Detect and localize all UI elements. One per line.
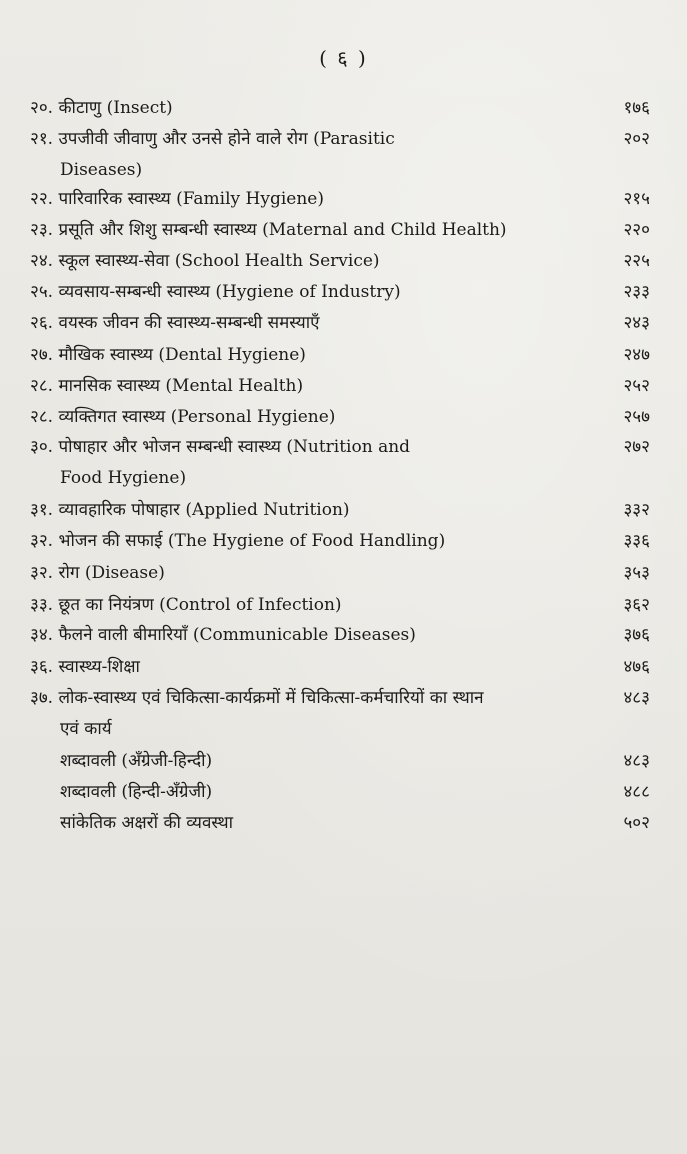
- toc-title: २४. स्कूल स्वास्थ्य-सेवा (School Health Service): [30, 251, 380, 271]
- toc-title: २८. व्यक्तिगत स्वास्थ्य (Personal Hygiene): [30, 407, 336, 427]
- toc-entry: [30, 683, 650, 745]
- toc-title: ३३. छूत का नियंत्रण (Control of Infection): [30, 595, 342, 615]
- toc-page: १७६: [623, 98, 650, 118]
- toc-entry: [30, 746, 650, 777]
- page-number: ( ६ ): [319, 46, 368, 70]
- toc-page: ३६२: [623, 595, 650, 615]
- toc-entry: [30, 340, 650, 371]
- toc-page: २१५: [623, 189, 650, 209]
- toc-entry: [30, 526, 650, 557]
- toc-entry: [30, 432, 650, 494]
- toc-page: २०२: [623, 129, 650, 149]
- toc-title: २२. पारिवारिक स्वास्थ्य (Family Hygiene): [30, 189, 325, 209]
- toc-title: ३४. फैलने वाली बीमारियाँ (Communicable Diseases): [30, 625, 416, 645]
- toc-page: २७२: [623, 437, 650, 457]
- toc-title-continued: Food Hygiene): [60, 468, 187, 488]
- toc-page: ४७६: [623, 657, 650, 677]
- toc-entry: [30, 184, 650, 215]
- toc-page: ३७६: [623, 625, 650, 645]
- toc-title: २६. वयस्क जीवन की स्वास्थ्य-सम्बन्धी समस्याएँ: [30, 313, 320, 333]
- toc-page: ५०२: [623, 813, 650, 833]
- toc-entry: [30, 777, 650, 808]
- toc-title: ३१. व्यावहारिक पोषाहार (Applied Nutrition): [30, 500, 350, 520]
- toc-entry: [30, 652, 650, 683]
- toc-title: २१. उपजीवी जीवाणु और उनसे होने वाले रोग (Parasitic: [30, 129, 395, 149]
- toc-page: २३३: [623, 282, 650, 302]
- toc-entry: [30, 124, 650, 186]
- toc-title: ३२. रोग (Disease): [30, 563, 165, 583]
- toc-entry: [30, 308, 650, 339]
- toc-title: सांकेतिक अक्षरों की व्यवस्था: [60, 813, 233, 833]
- toc-page: २२५: [623, 251, 650, 271]
- toc-page: ४८३: [623, 751, 650, 771]
- toc-page: ४८३: [623, 688, 650, 708]
- toc-title: ३२. भोजन की सफाई (The Hygiene of Food Handling): [30, 531, 446, 551]
- toc-title-continued: Diseases): [60, 160, 143, 180]
- toc-entry: [30, 371, 650, 402]
- toc-title: शब्दावली (हिन्दी-अँग्रेजी): [60, 782, 213, 802]
- toc-title: २८. मानसिक स्वास्थ्य (Mental Health): [30, 376, 304, 396]
- toc-title: २०. कीटाणु (Insect): [30, 98, 173, 118]
- toc-title: २३. प्रसूति और शिशु सम्बन्धी स्वास्थ्य (Maternal and Child Health): [30, 220, 507, 240]
- toc-page: ३५३: [623, 563, 650, 583]
- toc-title: ३०. पोषाहार और भोजन सम्बन्धी स्वास्थ्य (Nutrition and: [30, 437, 411, 457]
- toc-title-continued: एवं कार्य: [60, 719, 112, 739]
- toc-page: २२०: [623, 220, 650, 240]
- toc-entry: [30, 590, 650, 621]
- toc-entry: [30, 495, 650, 526]
- toc-page: २४३: [623, 313, 650, 333]
- toc-entry: [30, 558, 650, 589]
- toc-entry: [30, 246, 650, 277]
- toc-entry: [30, 402, 650, 433]
- toc-page: ३३६: [623, 531, 650, 551]
- toc-title: ३६. स्वास्थ्य-शिक्षा: [30, 657, 140, 677]
- toc-entry: [30, 215, 650, 246]
- toc-page: २५७: [623, 407, 650, 427]
- toc-entry: [30, 808, 650, 839]
- toc-title: २७. मौखिक स्वास्थ्य (Dental Hygiene): [30, 345, 306, 365]
- toc-page: २४७: [623, 345, 650, 365]
- toc-entry: [30, 93, 650, 124]
- toc-page: २५२: [623, 376, 650, 396]
- toc-entry: [30, 277, 650, 308]
- toc-entry: [30, 620, 650, 651]
- toc-title: शब्दावली (अँग्रेजी-हिन्दी): [60, 751, 213, 771]
- toc-title: ३७. लोक-स्वास्थ्य एवं चिकित्सा-कार्यक्रमों में चिकित्सा-कर्मचारियों का स्थान: [30, 688, 484, 708]
- toc-title: २५. व्यवसाय-सम्बन्धी स्वास्थ्य (Hygiene of Industry): [30, 282, 401, 302]
- toc-page: ३३२: [623, 500, 650, 520]
- toc-page: ४८८: [623, 782, 650, 802]
